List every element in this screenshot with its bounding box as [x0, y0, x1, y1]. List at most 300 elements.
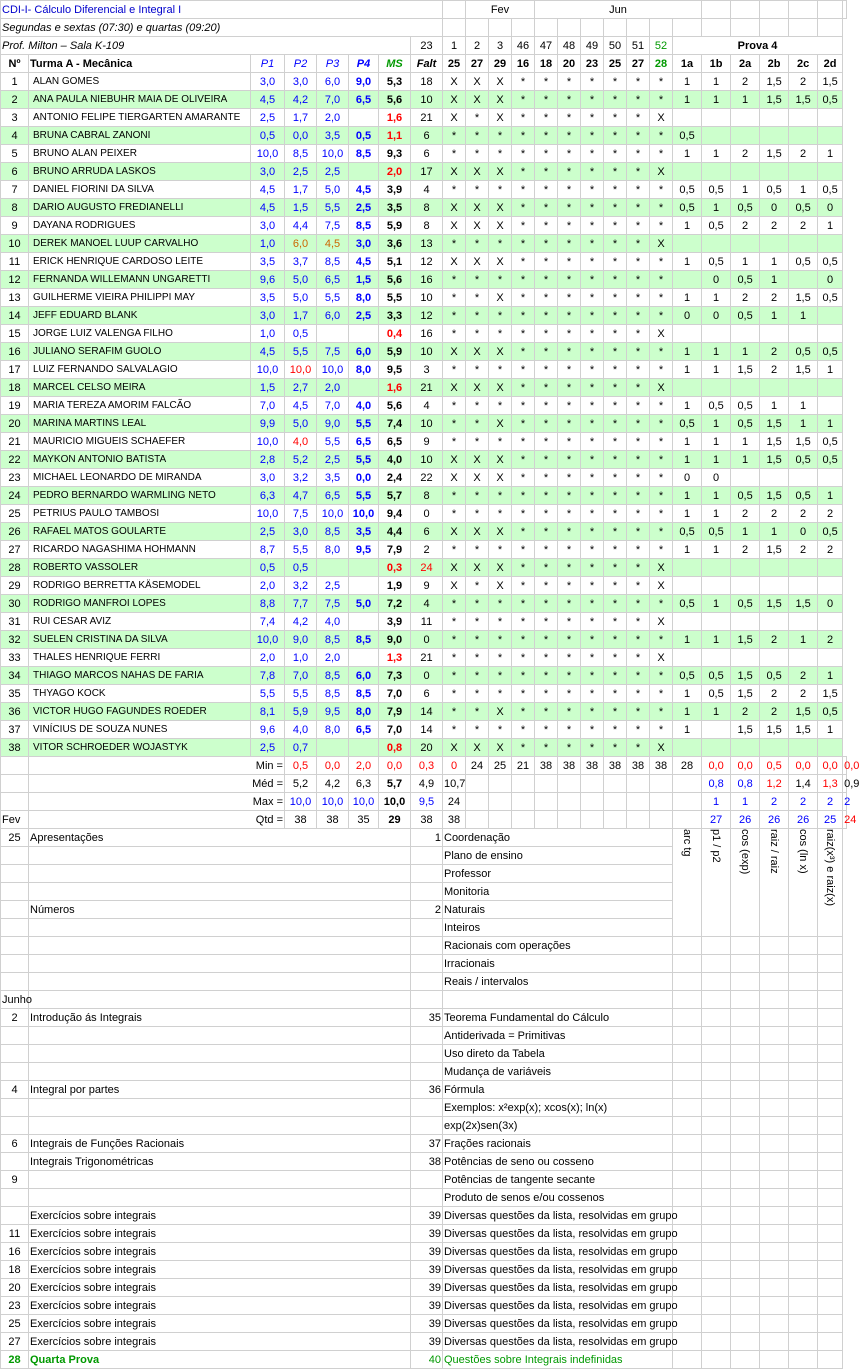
student-cell: 2,5	[349, 307, 379, 325]
question-label	[731, 829, 760, 937]
student-cell: X	[443, 73, 466, 91]
student-cell: *	[581, 343, 604, 361]
empty-cell	[604, 19, 627, 37]
student-cell: *	[558, 595, 581, 613]
empty-cell	[760, 1207, 789, 1225]
student-cell: 2	[789, 73, 818, 91]
student-cell: 14	[1, 307, 29, 325]
student-cell: 0,5	[673, 595, 702, 613]
student-cell: 5,9	[285, 703, 317, 721]
empty-cell	[702, 1117, 731, 1135]
stats-cell: 38	[443, 811, 466, 829]
student-name: DARIO AUGUSTO FREDIANELLI	[29, 199, 251, 217]
student-cell: 0,5	[731, 307, 760, 325]
student-cell: 5,9	[379, 343, 411, 361]
student-cell: *	[604, 487, 627, 505]
student-cell	[673, 649, 702, 667]
student-cell: 2,4	[379, 469, 411, 487]
schedule-detail: Professor	[443, 865, 673, 883]
student-cell: 9,0	[379, 631, 411, 649]
stats-cell: 2	[760, 793, 789, 811]
student-cell: *	[443, 145, 466, 163]
student-cell: *	[627, 487, 650, 505]
empty-cell	[731, 1153, 760, 1171]
column-header: Turma A - Mecânica	[29, 55, 251, 73]
stats-cell	[650, 775, 673, 793]
schedule-day	[1, 1063, 29, 1081]
student-cell: *	[558, 685, 581, 703]
student-cell: 20	[411, 739, 443, 757]
stats-cell	[650, 793, 673, 811]
empty-cell	[818, 1, 843, 19]
student-cell: 5,5	[285, 685, 317, 703]
student-cell: X	[466, 91, 489, 109]
student-cell: *	[627, 577, 650, 595]
schedule-topic: Exercícios sobre integrais	[29, 1225, 411, 1243]
student-cell: *	[581, 271, 604, 289]
student-cell: *	[558, 199, 581, 217]
student-cell: 4,0	[317, 613, 349, 631]
empty-cell	[702, 1045, 731, 1063]
student-cell: X	[466, 163, 489, 181]
student-cell: 8,5	[349, 631, 379, 649]
student-cell: 13	[1, 289, 29, 307]
student-cell: *	[558, 667, 581, 685]
stats-cell: 0	[443, 757, 466, 775]
student-cell: *	[443, 613, 466, 631]
student-cell: *	[443, 505, 466, 523]
schedule-detail: Coordenação	[443, 829, 673, 847]
student-name: MICHAEL LEONARDO DE MIRANDA	[29, 469, 251, 487]
student-cell: *	[627, 361, 650, 379]
student-cell: 1	[702, 541, 731, 559]
student-name: BRUNO ALAN PEIXER	[29, 145, 251, 163]
student-cell: *	[466, 433, 489, 451]
student-cell: *	[466, 577, 489, 595]
student-cell: 32	[1, 631, 29, 649]
lesson-number: 1	[443, 37, 466, 55]
month-fev-label: Fev	[466, 1, 535, 19]
student-cell: 1	[789, 631, 818, 649]
stats-cell: 0,0	[379, 757, 411, 775]
student-cell: 0	[702, 307, 731, 325]
student-cell: 0,5	[673, 523, 702, 541]
student-cell: 1	[702, 631, 731, 649]
student-cell: *	[604, 217, 627, 235]
student-cell: 0,5	[702, 217, 731, 235]
schedule-day: 28	[1, 1351, 29, 1369]
schedule-row	[1, 991, 847, 1009]
student-cell: 10	[411, 343, 443, 361]
column-header: 2a	[731, 55, 760, 73]
empty-cell	[789, 1099, 818, 1117]
student-cell: *	[627, 289, 650, 307]
student-cell: *	[581, 127, 604, 145]
empty-cell	[702, 1351, 731, 1369]
empty-cell	[512, 19, 535, 37]
student-row	[1, 163, 847, 181]
student-name: FERNANDA WILLEMANN UNGARETTI	[29, 271, 251, 289]
student-cell: X	[489, 109, 512, 127]
student-cell	[673, 163, 702, 181]
student-cell: *	[466, 595, 489, 613]
student-cell: *	[604, 379, 627, 397]
question-label-text: p1 / p2	[710, 829, 723, 863]
student-cell: X	[489, 559, 512, 577]
header-row-2	[1, 19, 847, 37]
empty-cell	[731, 1099, 760, 1117]
schedule-lesson: 39	[411, 1225, 443, 1243]
student-cell: X	[489, 163, 512, 181]
student-cell: *	[604, 199, 627, 217]
student-cell: 7,0	[317, 91, 349, 109]
schedule-topic: Exercícios sobre integrais	[29, 1297, 411, 1315]
empty-cell	[731, 973, 760, 991]
student-cell: *	[443, 235, 466, 253]
empty-cell	[673, 1351, 702, 1369]
empty-cell	[702, 1243, 731, 1261]
student-cell: *	[581, 541, 604, 559]
empty-cell	[760, 1117, 789, 1135]
student-cell: *	[650, 595, 673, 613]
empty-cell	[760, 19, 789, 37]
student-cell: *	[558, 127, 581, 145]
schedule-topic: Apresentações	[29, 829, 411, 847]
student-cell: X	[443, 163, 466, 181]
student-cell: 2	[789, 685, 818, 703]
student-cell: *	[512, 163, 535, 181]
student-cell: *	[512, 145, 535, 163]
student-cell: 1,5	[731, 667, 760, 685]
empty-cell	[702, 955, 731, 973]
question-label	[818, 829, 843, 937]
stats-cell: 26	[731, 811, 760, 829]
empty-cell	[760, 1189, 789, 1207]
student-cell: X	[466, 559, 489, 577]
student-row	[1, 523, 847, 541]
student-cell: 1,5	[789, 91, 818, 109]
schedule-topic	[29, 1045, 411, 1063]
schedule-row	[1, 1171, 847, 1189]
student-cell: *	[558, 289, 581, 307]
student-cell: *	[512, 325, 535, 343]
student-cell: 33	[1, 649, 29, 667]
student-cell: *	[581, 109, 604, 127]
student-cell: X	[650, 739, 673, 757]
schedule-day	[1, 1099, 29, 1117]
student-cell: *	[604, 163, 627, 181]
empty-cell	[760, 1135, 789, 1153]
student-cell: 0	[411, 631, 443, 649]
student-cell: 9,6	[251, 721, 285, 739]
student-cell: 12	[411, 253, 443, 271]
student-cell: 1	[702, 343, 731, 361]
student-cell: *	[466, 235, 489, 253]
student-cell: 4,5	[317, 235, 349, 253]
empty-cell	[650, 19, 673, 37]
schedule-lesson	[411, 1099, 443, 1117]
student-cell: 6,5	[317, 487, 349, 505]
schedule-lesson	[411, 1027, 443, 1045]
student-cell: 10,0	[251, 145, 285, 163]
student-cell: 0,5	[731, 487, 760, 505]
student-cell	[702, 235, 731, 253]
student-cell: *	[627, 685, 650, 703]
schedule-topic	[29, 883, 411, 901]
empty-cell	[789, 1297, 818, 1315]
student-cell: 0,5	[251, 127, 285, 145]
student-cell: 4,5	[285, 397, 317, 415]
student-cell: 1	[673, 361, 702, 379]
student-cell: 6,5	[349, 91, 379, 109]
student-cell: 2	[760, 703, 789, 721]
empty-cell	[731, 1279, 760, 1297]
student-cell: 6	[411, 127, 443, 145]
stats-cell	[535, 793, 558, 811]
student-cell	[702, 577, 731, 595]
empty-cell	[760, 1261, 789, 1279]
empty-cell	[760, 991, 789, 1009]
student-cell	[349, 163, 379, 181]
student-cell: 1	[789, 397, 818, 415]
student-cell: 2	[760, 505, 789, 523]
student-cell	[789, 127, 818, 145]
schedule-lesson	[411, 847, 443, 865]
student-cell: *	[558, 253, 581, 271]
student-cell: 25	[1, 505, 29, 523]
student-cell: *	[558, 505, 581, 523]
student-cell: 4,5	[349, 253, 379, 271]
student-cell: 3,0	[251, 307, 285, 325]
stats-cell: 10,0	[285, 793, 317, 811]
student-cell: 1,9	[379, 577, 411, 595]
student-cell: 4,0	[285, 721, 317, 739]
student-cell: 6,0	[349, 667, 379, 685]
student-cell: 1	[702, 91, 731, 109]
schedule-row	[1, 955, 847, 973]
student-cell: 10	[1, 235, 29, 253]
student-cell: *	[604, 523, 627, 541]
empty-cell	[702, 1333, 731, 1351]
student-cell	[789, 235, 818, 253]
student-cell: 5,5	[349, 487, 379, 505]
student-cell: 3,6	[379, 235, 411, 253]
student-cell: 2,0	[379, 163, 411, 181]
student-name: GUILHERME VIEIRA PHILIPPI MAY	[29, 289, 251, 307]
student-cell: 17	[1, 361, 29, 379]
student-cell: 6,5	[379, 433, 411, 451]
schedule-day	[1, 1045, 29, 1063]
student-cell: 3,5	[349, 523, 379, 541]
student-cell: *	[650, 721, 673, 739]
student-cell	[789, 469, 818, 487]
student-cell	[818, 235, 843, 253]
student-cell: *	[581, 739, 604, 757]
student-cell: *	[627, 307, 650, 325]
student-cell: 24	[1, 487, 29, 505]
empty-cell	[731, 1135, 760, 1153]
professor-label: Prof. Milton – Sala K-109	[1, 37, 411, 55]
schedule-day	[1, 1189, 29, 1207]
student-cell: 0	[818, 271, 843, 289]
student-cell: 14	[411, 721, 443, 739]
schedule-detail: Plano de ensino	[443, 847, 673, 865]
stats-cell: 27	[702, 811, 731, 829]
student-cell: X	[443, 199, 466, 217]
student-name: ROBERTO VASSOLER	[29, 559, 251, 577]
student-cell: 8,0	[349, 361, 379, 379]
student-cell	[702, 649, 731, 667]
empty-cell	[731, 1207, 760, 1225]
student-cell: 9	[1, 217, 29, 235]
student-row	[1, 469, 847, 487]
question-label	[789, 829, 818, 937]
stats-cell	[466, 811, 489, 829]
student-cell	[702, 739, 731, 757]
schedule-lesson	[411, 865, 443, 883]
student-cell: 1,5	[760, 415, 789, 433]
student-name: MARIA TEREZA AMORIM FALCÃO	[29, 397, 251, 415]
student-cell	[789, 379, 818, 397]
student-cell: *	[650, 541, 673, 559]
student-name: LUIZ FERNANDO SALVALAGIO	[29, 361, 251, 379]
schedule-lesson	[411, 937, 443, 955]
student-cell: *	[604, 559, 627, 577]
student-cell: *	[512, 523, 535, 541]
student-cell: *	[466, 109, 489, 127]
student-row	[1, 181, 847, 199]
empty-cell	[731, 1261, 760, 1279]
stats-cell: 0,3	[411, 757, 443, 775]
student-cell: 1	[818, 487, 843, 505]
student-cell: 1,7	[285, 181, 317, 199]
student-cell: *	[558, 415, 581, 433]
student-row	[1, 127, 847, 145]
student-cell: *	[604, 631, 627, 649]
student-cell: *	[581, 505, 604, 523]
student-cell	[673, 235, 702, 253]
student-cell: 5,5	[317, 433, 349, 451]
student-cell: *	[581, 91, 604, 109]
student-cell	[731, 559, 760, 577]
student-cell: 9	[411, 433, 443, 451]
student-cell: *	[443, 685, 466, 703]
student-cell: 2	[1, 91, 29, 109]
empty-cell	[818, 1135, 843, 1153]
student-cell: 7,3	[379, 667, 411, 685]
student-cell: *	[581, 235, 604, 253]
empty-cell	[789, 1171, 818, 1189]
stats-cell: 4,2	[317, 775, 349, 793]
student-cell: 5,0	[285, 271, 317, 289]
schedule-detail: Fórmula	[443, 1081, 673, 1099]
student-cell: 1	[673, 505, 702, 523]
student-row	[1, 325, 847, 343]
student-cell: *	[535, 73, 558, 91]
student-cell: *	[535, 541, 558, 559]
student-cell: *	[466, 127, 489, 145]
student-cell	[349, 577, 379, 595]
schedule-row	[1, 1117, 847, 1135]
student-cell: *	[443, 127, 466, 145]
empty-cell	[673, 991, 702, 1009]
student-cell: *	[466, 307, 489, 325]
student-cell	[760, 379, 789, 397]
student-cell: 0,5	[285, 325, 317, 343]
student-cell: *	[558, 181, 581, 199]
student-cell: *	[558, 343, 581, 361]
stats-cell: 2	[818, 793, 843, 811]
student-cell	[731, 127, 760, 145]
empty-cell	[702, 937, 731, 955]
student-cell: 4,5	[349, 181, 379, 199]
empty-cell	[789, 1027, 818, 1045]
student-cell: *	[535, 217, 558, 235]
stats-cell: 2	[789, 793, 818, 811]
student-cell: 2,0	[251, 649, 285, 667]
student-cell: *	[558, 703, 581, 721]
stats-cell	[627, 811, 650, 829]
student-cell: 0	[673, 469, 702, 487]
student-cell: 1	[731, 451, 760, 469]
student-cell: *	[466, 703, 489, 721]
question-label	[673, 829, 702, 937]
stats-cell: 21	[512, 757, 535, 775]
student-cell: *	[466, 631, 489, 649]
lesson-number: 49	[581, 37, 604, 55]
student-cell: 2	[789, 667, 818, 685]
empty-cell	[627, 19, 650, 37]
stats-cell: 38	[558, 757, 581, 775]
student-cell	[818, 469, 843, 487]
schedule-day	[1, 865, 29, 883]
student-cell: 2	[731, 703, 760, 721]
student-cell: X	[650, 613, 673, 631]
schedule-topic: Exercícios sobre integrais	[29, 1279, 411, 1297]
student-cell: *	[627, 379, 650, 397]
empty-cell	[673, 1009, 702, 1027]
student-cell: 0,5	[818, 181, 843, 199]
student-cell: 1	[818, 145, 843, 163]
student-cell: 7,8	[251, 667, 285, 685]
student-cell	[317, 325, 349, 343]
student-cell: 7,9	[379, 703, 411, 721]
empty-cell	[702, 1063, 731, 1081]
student-cell: 8,5	[317, 523, 349, 541]
empty-cell	[818, 1117, 843, 1135]
student-cell	[349, 739, 379, 757]
student-name: BRUNO ARRUDA LASKOS	[29, 163, 251, 181]
stats-cell: 28	[673, 757, 702, 775]
student-cell	[818, 163, 843, 181]
student-cell: X	[443, 739, 466, 757]
student-cell: X	[466, 469, 489, 487]
empty-cell	[702, 1099, 731, 1117]
empty-cell	[760, 1333, 789, 1351]
schedule-day	[1, 937, 29, 955]
student-cell: 17	[411, 163, 443, 181]
student-cell: *	[604, 541, 627, 559]
student-cell: X	[466, 451, 489, 469]
student-cell	[818, 325, 843, 343]
student-cell: *	[535, 145, 558, 163]
stats-cell	[673, 811, 702, 829]
student-cell: 24	[411, 559, 443, 577]
empty-cell	[818, 19, 843, 37]
stats-cell: 0,0	[317, 757, 349, 775]
schedule-topic	[29, 955, 411, 973]
student-cell: *	[512, 199, 535, 217]
